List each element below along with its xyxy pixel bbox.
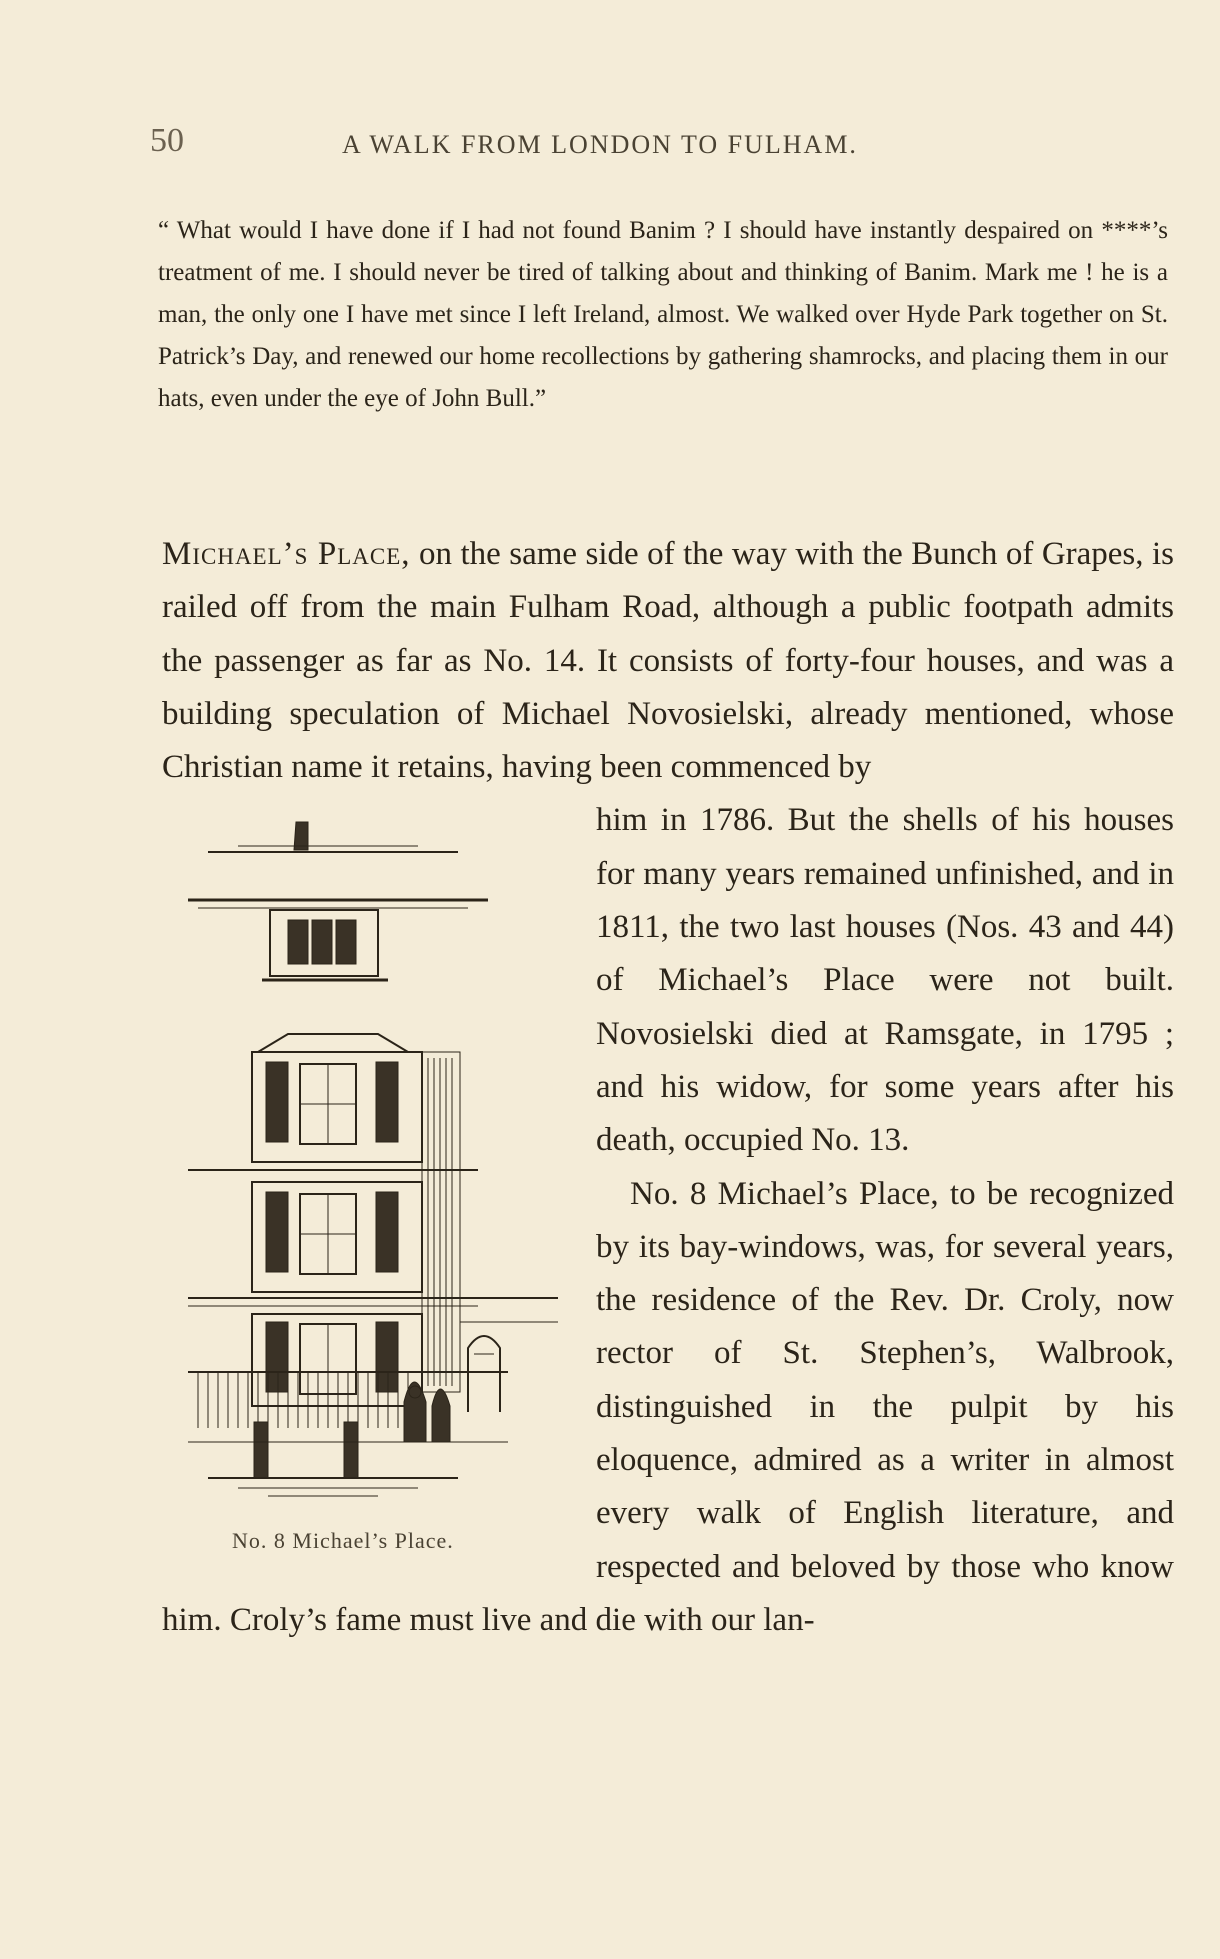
paragraph-1-top bbox=[162, 528, 1174, 794]
running-head: A WALK FROM LONDON TO FULHAM. bbox=[342, 130, 858, 159]
paragraph-2: No. 8 Michael’s Place, to be recognized by its bay-windows, was, for several years, the residence of the Rev. Dr. Croly, now rector of St. Stephen’s, Walbrook, distinguished in the pulpit by his eloquence, admired as a writer in almost every walk of English literature, and respected and beloved by those who know him. Croly’s fame must live and die with our lan- bbox=[162, 1175, 1174, 1638]
body-text bbox=[162, 528, 1174, 1647]
paragraph-1-after-figure: him in 1786. But the shells of his houses for many years remained unfinished, and in 1811, the two last houses (Nos. 43 and 44) of Michael’s Place were not built. Novosielski died at Ramsgate, in 1795 ; and his widow, for some years after his death, occupied No. 13. bbox=[596, 802, 1174, 1159]
quote-text: “ What would I have done if I had not found Banim ? I should have instantly despaired on ****’s treatment of me. I should never be tired of talking about and thinking of Banim. Mark me ! he is a man, the only one I have met since I left Ireland, almost. We walked over Hyde Park together on St. Patrick’s Day, and renewed our home recollections by gathering shamrocks, and placing them in our hats, even under the eye of John Bull.” bbox=[158, 217, 1168, 412]
paragraph-lead: Michael’s Place, bbox=[162, 536, 411, 572]
paragraph-1-before-figure: on the same side of the way with the Bunch of Grapes, is railed off from the main Fulham Road, although a public footpath admits the passenger as far as No. 14. It consists of forty-four houses, and was a building speculation of Michael Novosielski, already mentioned, whose Christian name it retains, having been commenced by bbox=[162, 536, 1174, 786]
house-engraving bbox=[178, 802, 558, 1522]
figure-caption: No. 8 Michael’s Place. bbox=[232, 1528, 454, 1554]
block-quote bbox=[158, 210, 1168, 420]
house-illustration-figure bbox=[154, 794, 584, 1564]
page-header bbox=[150, 122, 990, 162]
page-number: 50 bbox=[150, 122, 184, 159]
